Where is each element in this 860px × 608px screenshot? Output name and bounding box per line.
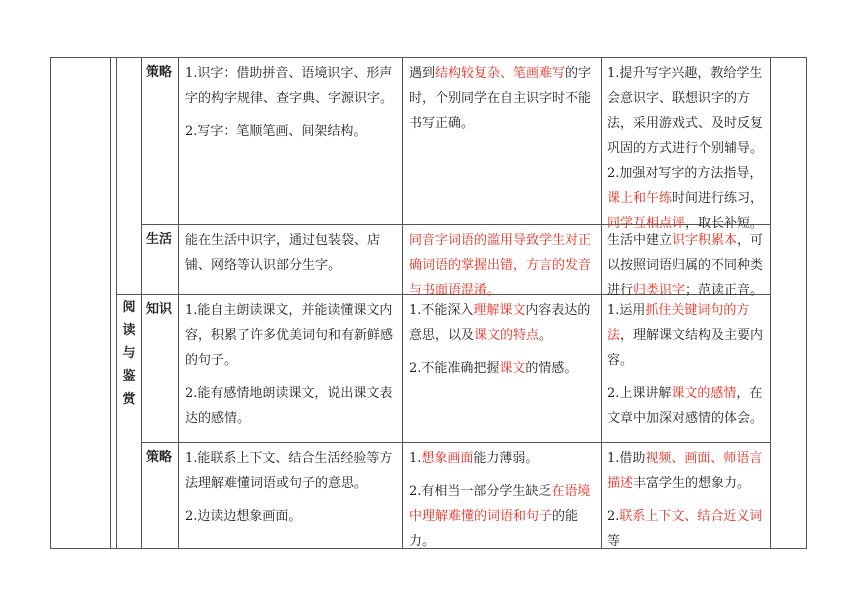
row-label-life: 生活 <box>146 232 173 247</box>
table-border-top <box>50 57 807 58</box>
table-border-col1b <box>116 57 117 548</box>
cell-knowledge-measure: 1.运用抓住关键词句的方法，理解课文结构及主要内容。 2.上课讲解课文的感情，在文章中加深对感情的体会。 <box>607 303 764 426</box>
row-label-knowledge: 知识 <box>146 302 173 317</box>
cell-life-measure: 生活中建立识字积累本，可以按照词语归属的不同种类进行归类识字；范读正音。 <box>607 233 764 298</box>
cell-knowledge-problem: 1.不能深入理解课文内容表达的意思，以及课文的特点。 2.不能准确把握课文的情感。 <box>409 303 591 376</box>
table-border-col4 <box>402 57 403 548</box>
row-divider-3 <box>141 442 771 443</box>
section-title-reading-appreciation: 阅 读 与 鉴 赏 <box>122 300 136 407</box>
cell-life-problem: 同音字词语的滥用导致学生对正确词语的掌握出错，方言的发音与书面语混淆。 <box>409 233 592 298</box>
cell-life-content: 能在生活中识字，通过包装袋、店铺、网络等认识部分生字。 <box>185 233 381 273</box>
table-border-col1 <box>110 57 111 548</box>
table-border-right <box>806 57 807 548</box>
cell-strategy-problem: 遇到结构较复杂、笔画难写的字时，个别同学在自主识字时不能书写正确。 <box>409 66 592 131</box>
cell-knowledge-content: 1.能自主朗读课文，并能读懂课文内容，积累了许多优美词句和有新鲜感的句子。 2.能有感情地朗读课文，说出课文表达的感情。 <box>185 303 394 426</box>
table-border-col2 <box>141 57 142 548</box>
cell-strategy-measure: 1.提升写字兴趣，教给学生会意识字、联想识字的方法，采用游戏式、及时反复巩固的方式进行个别辅导。2.加强对写字的方法指导，课上和午练时间进行练习，同学互相点评，取长补短。 <box>607 66 764 231</box>
table-border-col6 <box>770 57 771 548</box>
cell-strategy-reading-content: 1.能联系上下文、结合生活经验等方法理解难懂词语或句子的意思。 2.边读边想象画面。 <box>185 451 393 524</box>
cell-strategy-content: 1.识字：借助拼音、语境识字、形声字的构字规律、查字典、字源识字。 2.写字：笔顺笔画、间架结构。 <box>185 66 394 139</box>
table-border-col5 <box>601 57 602 548</box>
table-border-col3 <box>178 57 179 548</box>
row-label-strategy-reading: 策略 <box>146 450 173 465</box>
cell-strategy-reading-problem: 1.想象画面能力薄弱。 2.有相当一部分学生缺乏在语境中理解难懂的词语和句子的能力。 <box>409 451 591 549</box>
table-border-left <box>50 57 51 548</box>
cell-strategy-reading-measure: 1.借助视频、画面、师语言描述丰富学生的想象力。 2.联系上下文、结合近义词等 <box>607 451 763 549</box>
row-label-strategy: 策略 <box>146 65 173 80</box>
